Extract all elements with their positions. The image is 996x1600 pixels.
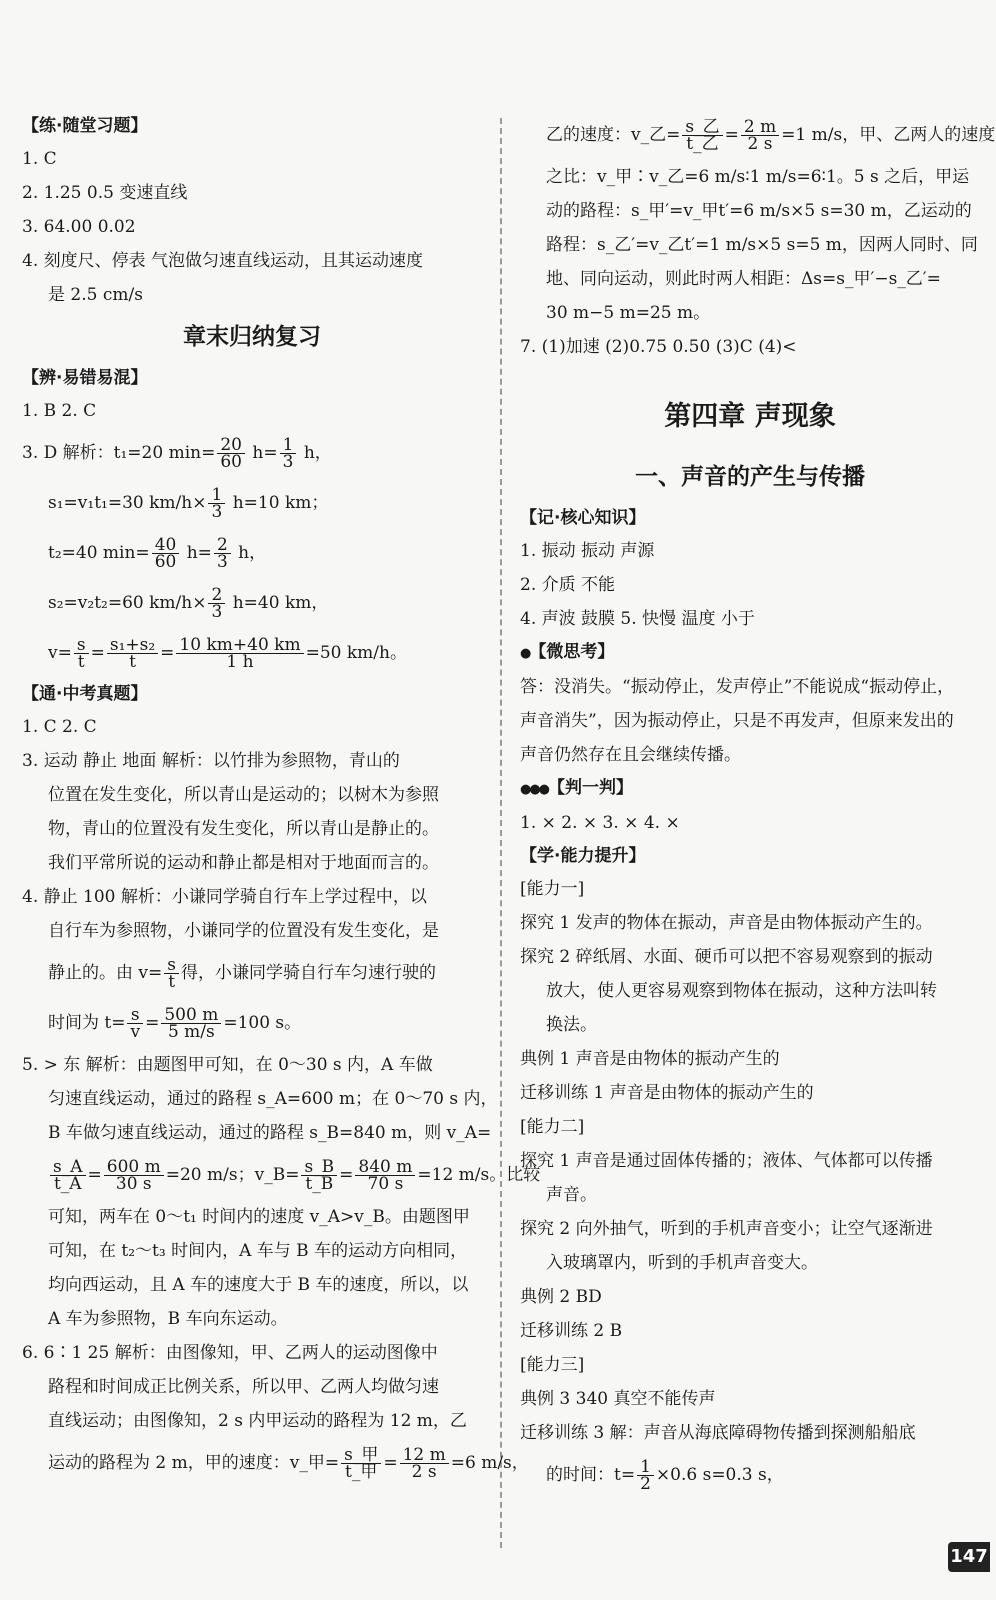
section-heading: 【学·能力提升】	[520, 846, 646, 866]
formula-line: v= $\frac{s}{t}$ = $\frac{\text{s₁+s₂}}{t}$ = $\frac{10 km+40 km}{1 h}$ =50 km/h。	[48, 635, 407, 672]
fraction: $\frac{1}{3}$	[208, 487, 225, 520]
fraction: $\frac{1}{3}$	[280, 437, 297, 470]
fraction: $\frac{\text{s₁+s₂}}{t}$	[107, 637, 158, 670]
column-divider	[500, 118, 502, 1548]
fraction: $\frac{1}{2}$	[637, 1459, 654, 1492]
answer-line: 可知，两车在 0～t₁ 时间内的速度 v_A>v_B。由题图甲	[48, 1207, 470, 1227]
answer-line: 换法。	[546, 1015, 597, 1035]
answer-line: 放大，使人更容易观察到物体在振动，这种方法叫转	[546, 981, 937, 1001]
answer-line: 动的路程：s_甲′=v_甲t′=6 m/s×5 s=30 m，乙运动的	[546, 201, 972, 221]
formula-line: 乙的速度：v_乙= $\frac{\text{s\_乙}}{\text{t\_乙}}$ = $\frac{2 m}{2 s}$ =1 m/s，甲、乙两人的速度	[546, 117, 996, 154]
answer-line: 典例 1 声音是由物体的振动产生的	[520, 1049, 780, 1069]
fraction: $\frac{840 m}{70 s}$	[355, 1159, 415, 1192]
fraction: $\frac{\text{s\_甲}}{\text{t\_甲}}$	[341, 1447, 381, 1480]
section-heading: 【通·中考真题】	[22, 684, 148, 704]
answer-line: 1. C	[22, 149, 57, 169]
fraction: $\frac{12 m}{2 s}$	[400, 1447, 449, 1480]
dot-icon: ●	[520, 646, 530, 661]
answer-line: 探究 2 向外抽气，听到的手机声音变小；让空气逐渐进	[520, 1219, 933, 1239]
fraction: $\frac{10 km+40 km}{1 h}$	[176, 637, 303, 670]
dots-icon: ●●●	[520, 782, 549, 797]
chapter-title: 第四章 声现象	[664, 401, 836, 432]
answer-line: 3. 64.00 0.02	[22, 217, 136, 237]
answer-line: 典例 3 340 真空不能传声	[520, 1389, 716, 1409]
fraction: $\frac{\text{s\_乙}}{\text{t\_乙}}$	[682, 119, 722, 152]
answer-line: 匀速直线运动，通过的路程 s_A=600 m；在 0～70 s 内，	[48, 1089, 498, 1109]
answer-line: 声音消失”，因为振动停止，只是不再发声，但原来发出的	[520, 711, 954, 731]
fraction: $\frac{s}{v}$	[127, 1007, 143, 1040]
answer-line: B 车做匀速直线运动，通过的路程 s_B=840 m，则 v_A=	[48, 1123, 492, 1143]
answer-line: 均向西运动，且 A 车的速度大于 B 车的速度，所以，以	[48, 1275, 469, 1295]
answer-line: 5. > 东 解析：由题图甲可知，在 0～30 s 内，A 车做	[22, 1055, 433, 1075]
answer-line: 探究 1 发声的物体在振动，声音是由物体振动产生的。	[520, 913, 933, 933]
answer-line: 答：没消失。“振动停止，发声停止”不能说成“振动停止，	[520, 677, 955, 697]
answer-line: 迁移训练 3 解：声音从海底障碍物传播到探测船船底	[520, 1423, 916, 1443]
answer-line: 自行车为参照物，小谦同学的位置没有发生变化，是	[48, 921, 439, 941]
answer-line: 2. 介质 不能	[520, 575, 616, 595]
fraction: $\frac{s\_A}{t\_A}$	[50, 1159, 86, 1192]
answer-line: 1. C 2. C	[22, 717, 97, 737]
answer-line: 可知，在 t₂～t₃ 时间内，A 车与 B 车的运动方向相同，	[48, 1241, 468, 1261]
fraction: $\frac{s}{t}$	[164, 957, 179, 990]
right-column	[520, 110, 996, 1500]
answer-line: 4. 声波 鼓膜 5. 快慢 温度 小于	[520, 609, 755, 629]
answer-line: 迁移训练 1 声音是由物体的振动产生的	[520, 1083, 814, 1103]
fraction: $\frac{500 m}{5 m/s}$	[161, 1007, 221, 1040]
fraction: $\frac{40}{60}$	[152, 537, 180, 570]
answer-line: 之比：v_甲∶v_乙=6 m/s∶1 m/s=6∶1。5 s 之后，甲运	[546, 167, 970, 187]
formula-line: 运动的路程为 2 m，甲的速度：v_甲= $\frac{\text{s\_甲}}{\text{t\_甲}}$ = $\frac{12 m}{2 s}$ =6 m/s，	[48, 1445, 529, 1482]
answer-line: 30 m−5 m=25 m。	[546, 303, 711, 323]
answer-line: 典例 2 BD	[520, 1287, 602, 1307]
fraction: $\frac{s\_B}{t\_B}$	[301, 1159, 337, 1192]
answer-line: 迁移训练 2 B	[520, 1321, 623, 1341]
answer-line: 入玻璃罩内，听到的手机声音变大。	[546, 1253, 818, 1273]
ability-label: [能力一]	[520, 879, 585, 899]
section-heading: 【练·随堂习题】	[22, 116, 148, 136]
section-heading: ●【微思考】	[520, 642, 615, 662]
answer-line: 我们平常所说的运动和静止都是相对于地面而言的。	[48, 853, 439, 873]
formula-line: s₂=v₂t₂=60 km/h× $\frac{2}{3}$ h=40 km，	[48, 585, 329, 622]
answer-line: 7. (1)加速 (2)0.75 0.50 (3)C (4)<	[520, 337, 797, 357]
page-number: 147	[948, 1542, 990, 1572]
section-heading: 【辨·易错易混】	[22, 368, 148, 388]
formula-line: 时间为 t= $\frac{s}{v}$ = $\frac{500 m}{5 m/s}$ =100 s。	[48, 1005, 302, 1042]
review-title: 章末归纳复习	[183, 324, 321, 350]
ability-label: [能力三]	[520, 1355, 585, 1375]
answer-line: 位置在发生变化，所以青山是运动的；以树木为参照	[48, 785, 439, 805]
section-heading: 【记·核心知识】	[520, 508, 646, 528]
answer-line: 1. B 2. C	[22, 401, 97, 421]
formula-line: $\frac{s\_A}{t\_A}$ = $\frac{600 m}{30 s}$ =20 m/s；v_B= $\frac{s\_B}{t\_B}$ = $\frac{840 m}{70 s}$ =12 m/s。比较	[22, 1150, 482, 1200]
answer-line: 4. 刻度尺、停表 气泡做匀速直线运动，且其运动速度	[22, 251, 424, 271]
formula-line: t₂=40 min= $\frac{40}{60}$ h= $\frac{2}{3}$ h，	[48, 535, 267, 572]
fraction: $\frac{20}{60}$	[217, 437, 245, 470]
left-column	[22, 110, 541, 1488]
answer-line: 地、同向运动，则此时两人相距：Δs=s_甲′−s_乙′=	[546, 269, 941, 289]
answer-line: 3. 运动 静止 地面 解析：以竹排为参照物，青山的	[22, 751, 400, 771]
section-heading: ●●●【判一判】	[520, 778, 634, 798]
answer-line: 6. 6∶1 25 解析：由图像知，甲、乙两人的运动图像中	[22, 1343, 438, 1363]
answer-line: 是 2.5 cm/s	[48, 285, 143, 305]
answer-line: 路程和时间成正比例关系，所以甲、乙两人均做匀速	[48, 1377, 439, 1397]
answer-line: 探究 1 声音是通过固体传播的；液体、气体都可以传播	[520, 1151, 933, 1171]
answer-line: 探究 2 碎纸屑、水面、硬币可以把不容易观察到的振动	[520, 947, 933, 967]
answer-line: 1. 振动 振动 声源	[520, 541, 655, 561]
answer-line: 4. 静止 100 解析：小谦同学骑自行车上学过程中，以	[22, 887, 427, 907]
answer-line: 1. × 2. × 3. × 4. ×	[520, 813, 680, 833]
answer-line: A 车为参照物，B 车向东运动。	[48, 1309, 288, 1329]
answer-line: 路程：s_乙′=v_乙t′=1 m/s×5 s=5 m，因两人同时、同	[546, 235, 978, 255]
answer-line: 物，青山的位置没有发生变化，所以青山是静止的。	[48, 819, 439, 839]
answer-line: 2. 1.25 0.5 变速直线	[22, 183, 188, 203]
answer-line: 直线运动；由图像知，2 s 内甲运动的路程为 12 m，乙	[48, 1411, 467, 1431]
answer-line: 声音。	[546, 1185, 597, 1205]
fraction: $\frac{600 m}{30 s}$	[104, 1159, 164, 1192]
answer-line: 声音仍然存在且会继续传播。	[520, 745, 741, 765]
formula-line: 的时间：t= $\frac{1}{2}$ ×0.6 s=0.3 s，	[546, 1457, 784, 1494]
fraction: $\frac{2}{3}$	[214, 537, 231, 570]
section-title: 一、声音的产生与传播	[635, 464, 865, 490]
formula-line: s₁=v₁t₁=30 km/h× $\frac{1}{3}$ h=10 km；	[48, 485, 329, 522]
formula-line: 静止的。由 v= $\frac{s}{t}$ 得，小谦同学骑自行车匀速行驶的	[48, 955, 436, 992]
formula-line: 3. D 解析：t₁=20 min= $\frac{20}{60}$ h= $\frac{1}{3}$ h，	[22, 435, 332, 472]
fraction: $\frac{2 m}{2 s}$	[741, 119, 779, 152]
fraction: $\frac{2}{3}$	[208, 587, 225, 620]
fraction: $\frac{s}{t}$	[74, 637, 89, 670]
ability-label: [能力二]	[520, 1117, 585, 1137]
